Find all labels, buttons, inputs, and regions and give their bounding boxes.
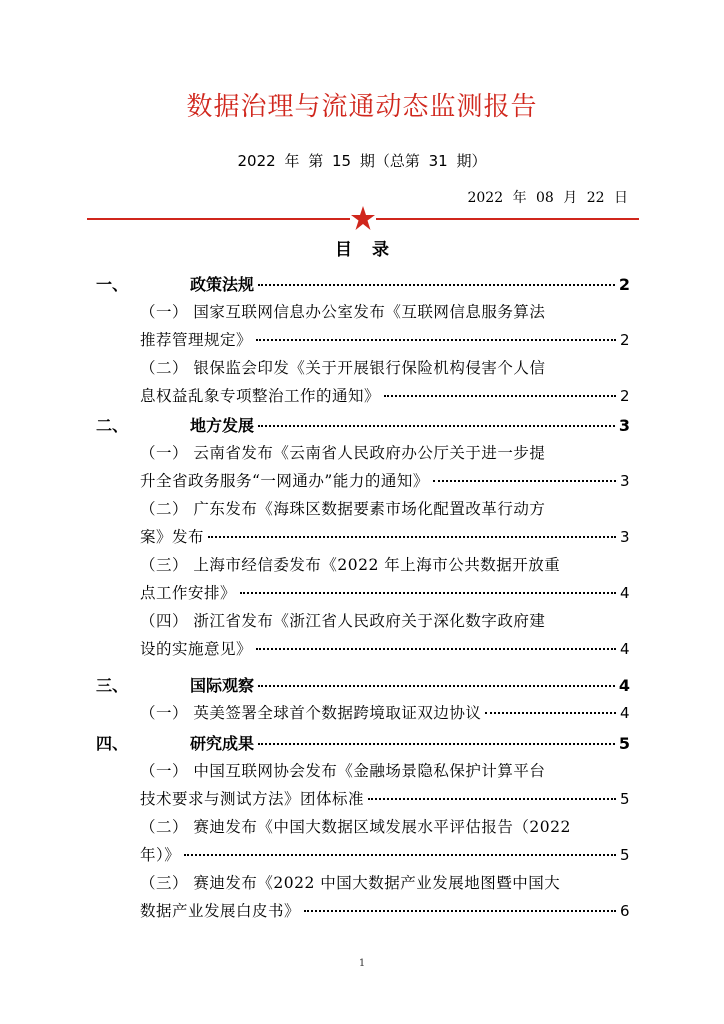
- item-text: （二） 赛迪发布《中国大数据区域发展水平评估报告（2022: [140, 818, 571, 836]
- item-text-cont: 升全省政务服务“一网通办”能力的通知》: [140, 472, 429, 490]
- dot-leader: [240, 592, 616, 594]
- item-text-cont: 年）》: [140, 846, 181, 864]
- toc-item-cont[interactable]: [140, 525, 630, 547]
- item-text-cont: 案》发布: [140, 528, 205, 546]
- section-number: 二、: [96, 416, 129, 435]
- section-page: 4: [618, 676, 630, 695]
- dot-leader: [258, 425, 615, 427]
- toc-item-cont[interactable]: [140, 469, 630, 491]
- section-label: 地方发展: [190, 416, 255, 435]
- page-number: 1: [358, 958, 366, 969]
- section-label: 研究成果: [190, 734, 255, 753]
- dot-leader: [433, 480, 616, 482]
- section-number: 一、: [96, 275, 129, 294]
- item-page: 4: [619, 704, 630, 722]
- item-text: （三） 上海市经信委发布《2022 年上海市公共数据开放重: [140, 556, 561, 574]
- toc-item[interactable]: [140, 609, 630, 631]
- report-title: 数据治理与流通动态监测报告: [186, 92, 538, 122]
- item-text: （二） 广东发布《海珠区数据要素市场化配置改革行动方: [140, 500, 546, 518]
- item-page: 4: [619, 584, 630, 602]
- section-page: 5: [618, 734, 630, 753]
- toc-item[interactable]: [140, 441, 630, 463]
- dot-leader: [258, 743, 615, 745]
- section-page: 3: [618, 416, 630, 435]
- toc-item[interactable]: [140, 871, 630, 893]
- item-page: 6: [619, 902, 630, 920]
- item-page: 3: [619, 472, 630, 490]
- item-text-cont: 点工作安排》: [140, 584, 237, 602]
- item-text: （一） 国家互联网信息办公室发布《互联网信息服务算法: [140, 303, 546, 321]
- section-number: 三、: [96, 676, 129, 695]
- item-text: （一） 云南省发布《云南省人民政府办公厅关于进一步提: [140, 444, 546, 462]
- toc-item[interactable]: [140, 815, 630, 837]
- dot-leader: [256, 648, 616, 650]
- section-label: 政策法规: [190, 275, 255, 294]
- dot-leader: [258, 685, 615, 687]
- toc-item[interactable]: [140, 553, 630, 575]
- toc-heading: 目 录: [335, 240, 389, 260]
- section-page: 2: [618, 275, 630, 294]
- toc-item[interactable]: [140, 701, 630, 723]
- report-date: 2022 年 08 月 22 日: [467, 190, 628, 206]
- item-page: 4: [619, 640, 630, 658]
- dot-leader: [304, 910, 616, 912]
- item-text: （三） 赛迪发布《2022 中国大数据产业发展地图暨中国大: [140, 874, 561, 892]
- item-text-cont: 推荐管理规定》: [140, 331, 253, 349]
- toc-item[interactable]: [140, 356, 630, 378]
- toc-item[interactable]: [140, 300, 630, 322]
- dot-leader: [258, 284, 615, 286]
- toc-item-cont[interactable]: [140, 637, 630, 659]
- toc-item-cont[interactable]: [140, 787, 630, 809]
- toc-item-cont[interactable]: [140, 581, 630, 603]
- toc-item-cont[interactable]: [140, 328, 630, 350]
- item-text-cont: 息权益乱象专项整治工作的通知》: [140, 387, 381, 405]
- section-number: 四、: [96, 734, 129, 753]
- dot-leader: [256, 339, 616, 341]
- item-text: （四） 浙江省发布《浙江省人民政府关于深化数字政府建: [140, 612, 546, 630]
- toc-item-cont[interactable]: [140, 843, 630, 865]
- dot-leader: [208, 536, 616, 538]
- toc-item-cont[interactable]: [140, 384, 630, 406]
- toc-section-research[interactable]: [96, 731, 630, 754]
- toc-item-cont[interactable]: [140, 899, 630, 921]
- item-text-cont: 数据产业发展白皮书》: [140, 902, 301, 920]
- item-page: 2: [619, 331, 630, 349]
- item-page: 3: [619, 528, 630, 546]
- star-icon: [350, 205, 376, 231]
- issue-number: 2022 年 第 15 期（总第 31 期）: [237, 152, 487, 170]
- item-text-cont: 技术要求与测试方法》团体标准: [140, 790, 365, 808]
- item-text-cont: 设的实施意见》: [140, 640, 253, 658]
- item-text: （二） 银保监会印发《关于开展银行保险机构侵害个人信: [140, 359, 546, 377]
- toc-section-local[interactable]: [96, 413, 630, 436]
- item-page: 2: [619, 387, 630, 405]
- dot-leader: [184, 854, 616, 856]
- toc-section-policy[interactable]: [96, 272, 630, 295]
- section-label: 国际观察: [190, 676, 255, 695]
- item-text: （一） 中国互联网协会发布《金融场景隐私保护计算平台: [140, 762, 546, 780]
- toc-item[interactable]: [140, 759, 630, 781]
- item-page: 5: [619, 846, 630, 864]
- toc-item[interactable]: [140, 497, 630, 519]
- item-page: 5: [619, 790, 630, 808]
- dot-leader: [384, 395, 616, 397]
- item-text: （一） 英美签署全球首个数据跨境取证双边协议: [140, 704, 482, 722]
- dot-leader: [485, 712, 616, 714]
- toc-section-international[interactable]: [96, 673, 630, 696]
- dot-leader: [368, 798, 616, 800]
